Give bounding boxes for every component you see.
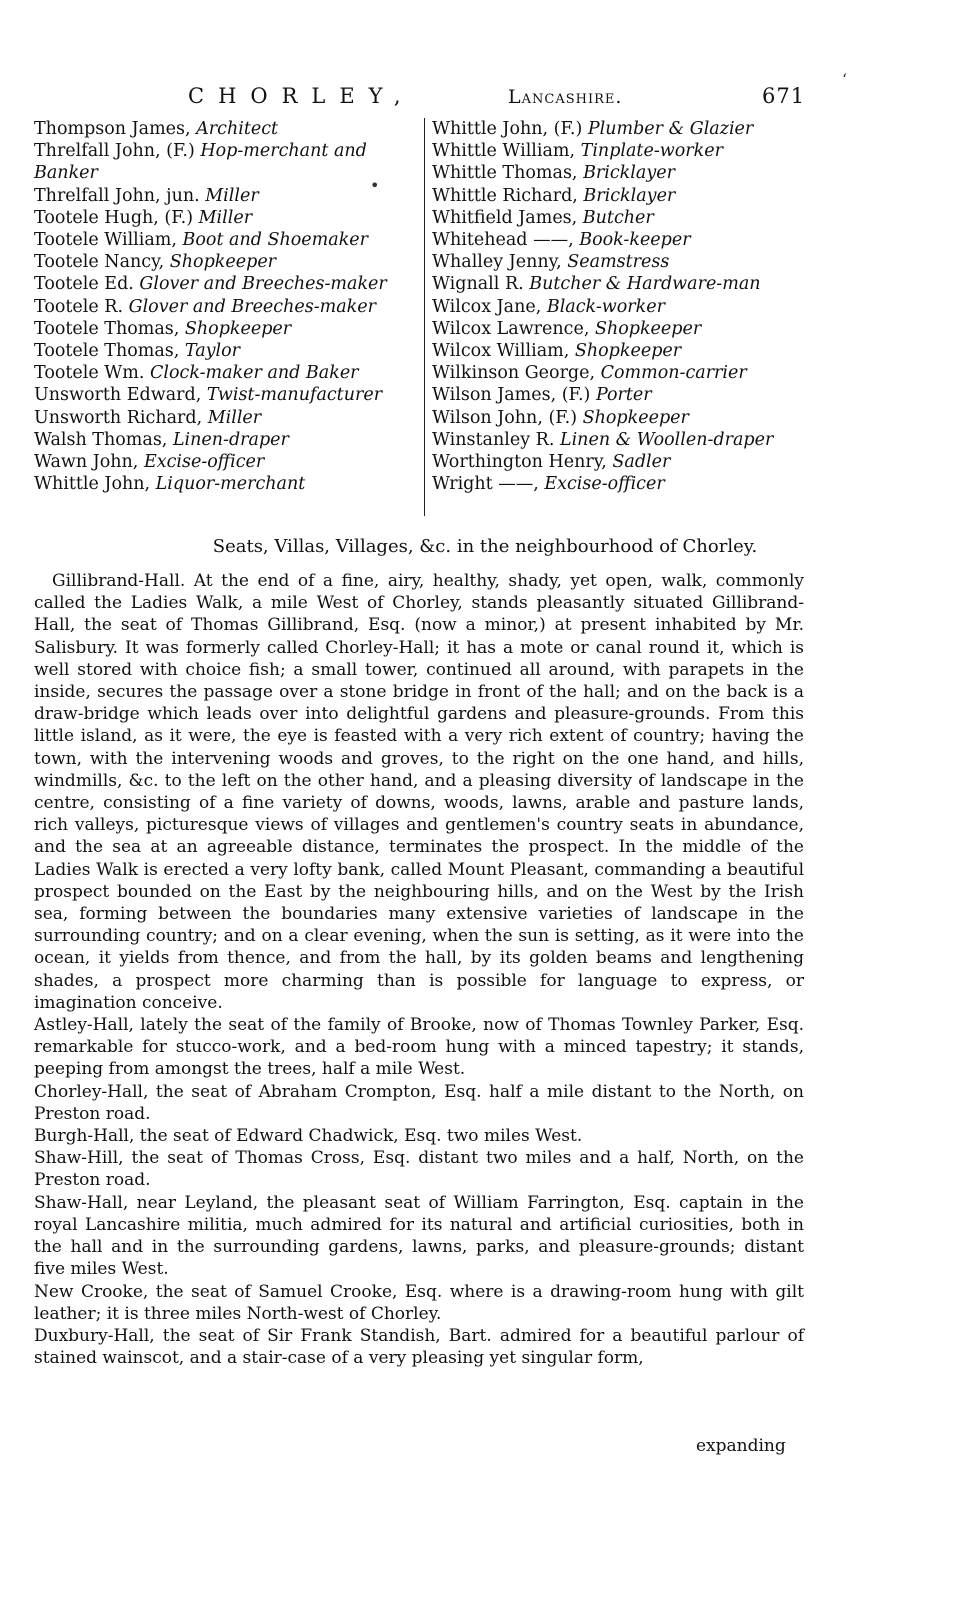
section-heading: Seats, Villas, Villages, &c. in the neighbourhood of Chorley.: [212, 536, 758, 557]
entry-name: Wilcox Lawrence,: [432, 318, 595, 339]
entry-trade: Shopkeeper: [574, 341, 682, 362]
entry-name: Thompson James,: [34, 119, 197, 139]
directory-entry: [34, 162, 419, 184]
directory-column-left: [34, 118, 419, 495]
entry-trade: Miller: [198, 207, 253, 228]
entry-name: Tootele Nancy,: [34, 252, 170, 273]
entry-trade: Architect: [196, 119, 279, 139]
entry-trade: Hop-merchant and: [200, 141, 367, 162]
directory-entry: [432, 384, 827, 406]
entry-name: Threlfall John, (F.): [34, 141, 201, 162]
entry-name: Tootele Wm.: [34, 363, 150, 384]
entry-trade: Seamstress: [567, 252, 670, 273]
column-divider: [424, 118, 425, 516]
entry-trade: Linen & Woollen-draper: [559, 429, 774, 450]
stray-mark: •: [370, 176, 380, 195]
entry-trade: Book-keeper: [579, 230, 691, 251]
entry-name: Wilcox William,: [432, 341, 575, 362]
entry-trade: Butcher: [582, 207, 654, 228]
page-number: 671: [762, 84, 806, 108]
entry-name: Winstanley R.: [432, 429, 560, 450]
directory-entry: [432, 296, 827, 318]
directory-entry: [432, 451, 827, 473]
entry-trade: Banker: [34, 163, 98, 184]
entry-name: Whittle John, (F.): [432, 119, 588, 139]
directory-entry: [34, 273, 419, 295]
directory-entry: [432, 340, 827, 362]
directory-entry: [34, 451, 419, 473]
entry-name: Tootele Hugh, (F.): [34, 207, 199, 228]
entry-name: Unsworth Edward,: [34, 385, 207, 406]
directory-entry: [432, 318, 827, 340]
seat-paragraph: Gillibrand-Hall. At the end of a fine, airy, healthy, shady, yet open, walk, commonly called the Ladies Walk, a mile West of Chorley, stands pleasantly situated Gillibrand-Hall, the seat of Thomas Gillibrand, Esq. (now a minor,) at present inhabited by Mr. Salisbury. It was formerly called Chorley-Hall; it has a mote or canal round it, which is well stored with choice fish; a small tower, continued all around, with parapets in the inside, secures the passage over a stone bridge in front of the hall; and on the back is a draw-bridge which leads over into delightful gardens and pleasure-grounds. From this little island, as it were, the eye is feasted with a very rich extent of country; having the town, with the intervening woods and groves, to the right on the one hand, and hills, windmills, &c. to the left on the other hand, and a pleasing diversity of landscape in the centre, consisting of a fine variety of downs, woods, lawns, arable and pasture lands, rich valleys, picturesque views of villages and gentlemen's country seats in abundance, and the sea at an agreeable distance, terminates the prospect. In the middle of the Ladies Walk is erected a very lofty bank, called Mount Pleasant, commanding a beautiful prospect bounded on the East by the neighbouring hills, and on the West by the Irish sea, forming between the boundaries many extensive varieties of landscape in the surrounding country; and on a clear evening, when the sun is setting, as it were into the ocean, it yields from thence, and from the hall, by its golden beams and lengthening shades, a prospect more charming than is possible for language to express, or imagination conceive.: [34, 571, 804, 1013]
entry-name: Worthington Henry,: [432, 452, 613, 473]
entry-trade: Shopkeeper: [594, 318, 702, 339]
entry-trade: Excise-officer: [143, 452, 265, 473]
directory-entry: [432, 273, 827, 295]
trade-directory: [34, 118, 824, 518]
seat-paragraph: Burgh-Hall, the seat of Edward Chadwick, Esq. two miles West.: [34, 1126, 583, 1147]
entry-name: Whittle Thomas,: [432, 163, 584, 184]
directory-entry: [432, 229, 827, 251]
entry-name: Whitfield James,: [432, 207, 583, 228]
directory-entry: [34, 340, 419, 362]
directory-entry: [34, 118, 419, 140]
entry-name: Wilcox Jane,: [432, 296, 547, 317]
directory-entry: [34, 185, 419, 207]
entry-name: Tootele William,: [34, 230, 183, 251]
entry-trade: Common-carrier: [600, 363, 747, 384]
directory-column-right: [432, 118, 827, 495]
directory-entry: [432, 429, 827, 451]
entry-trade: Bricklayer: [583, 163, 675, 184]
entry-trade: Linen-draper: [172, 429, 289, 450]
entry-trade: Twist-manufacturer: [206, 385, 383, 406]
directory-entry: [432, 362, 827, 384]
entry-trade: Butcher & Hardware-man: [529, 274, 761, 295]
directory-entry: [432, 473, 827, 495]
entry-name: Wilson James, (F.): [432, 385, 596, 406]
running-head-county: Lancashire.: [508, 86, 623, 108]
directory-entry: [432, 185, 827, 207]
body-text: [34, 570, 804, 1369]
entry-name: Whittle William,: [432, 141, 581, 162]
directory-entry: [432, 162, 827, 184]
entry-trade: Shopkeeper: [169, 252, 277, 273]
directory-entry: [34, 362, 419, 384]
directory-entry: [432, 118, 827, 140]
entry-trade: Boot and Shoemaker: [182, 230, 369, 251]
entry-trade: Liquor-merchant: [155, 474, 306, 495]
directory-entry: [432, 251, 827, 273]
entry-name: Threlfall John, jun.: [34, 185, 206, 206]
entry-trade: Miller: [205, 185, 259, 206]
entry-name: Whalley Jenny,: [432, 252, 568, 273]
entry-trade: Clock-maker and Baker: [150, 363, 359, 384]
directory-entry: [432, 207, 827, 229]
catchword: expanding: [696, 1436, 786, 1456]
entry-name: Wright ——,: [432, 474, 545, 495]
entry-name: Tootele R.: [34, 296, 129, 317]
entry-name: Walsh Thomas,: [34, 429, 173, 450]
entry-name: Wilkinson George,: [432, 363, 601, 384]
entry-trade: Shopkeeper: [184, 318, 292, 339]
entry-name: Wawn John,: [34, 452, 144, 473]
entry-trade: Miller: [207, 407, 262, 428]
stray-mark: ‘: [842, 70, 848, 89]
entry-trade: Glover and Breeches-maker: [139, 274, 387, 295]
entry-trade: Excise-officer: [544, 474, 665, 495]
directory-entry: [34, 207, 419, 229]
entry-trade: Glover and Breeches-maker: [128, 296, 376, 317]
entry-name: Whitehead ——,: [432, 230, 580, 251]
entry-name: Tootele Thomas,: [34, 318, 185, 339]
directory-entry: [34, 229, 419, 251]
seat-paragraph: Astley-Hall, lately the seat of the family of Brooke, now of Thomas Townley Parker, Esq. remarkable for stucco-work, and a bed-room hung with a minced tapestry; it stands, peeping from amongst the trees, half a mile West.: [34, 1015, 804, 1080]
directory-entry: [34, 251, 419, 273]
seat-paragraph: Duxbury-Hall, the seat of Sir Frank Standish, Bart. admired for a beautiful parlour of stained wainscot, and a stair-case of a very pleasing yet singular form,: [34, 1325, 804, 1369]
entry-trade: Black-worker: [546, 296, 665, 317]
entry-trade: Porter: [595, 385, 652, 406]
running-head: [188, 84, 828, 114]
entry-name: Whittle John,: [34, 474, 156, 495]
entry-trade: Shopkeeper: [582, 407, 689, 428]
entry-trade: Sadler: [612, 452, 671, 473]
entry-name: Tootele Thomas,: [34, 341, 185, 362]
entry-trade: Taylor: [184, 341, 241, 362]
entry-name: Whittle Richard,: [432, 185, 584, 206]
entry-trade: Plumber & Glazier: [587, 119, 754, 139]
seat-paragraph: Shaw-Hall, near Leyland, the pleasant seat of William Farrington, Esq. captain in the royal Lancashire militia, much admired for its natural and artificial curiosities, both in the hall and in the surrounding gardens, lawns, parks, and pleasure-grounds; distant five miles West.: [34, 1192, 804, 1280]
entry-name: Tootele Ed.: [34, 274, 140, 295]
directory-entry: [34, 384, 419, 406]
seat-paragraph: Shaw-Hill, the seat of Thomas Cross, Esq. distant two miles and a half, North, on the Preston road.: [34, 1148, 804, 1191]
running-head-town: CHORLEY,: [188, 84, 415, 108]
directory-entry: [432, 407, 827, 429]
entry-name: Unsworth Richard,: [34, 407, 208, 428]
seat-paragraph: New Crooke, the seat of Samuel Crooke, Esq. where is a drawing-room hung with gilt leather; it is three miles North-west of Chorley.: [34, 1281, 804, 1324]
directory-entry: [34, 429, 419, 451]
entry-name: Wignall R.: [432, 274, 530, 295]
directory-entry: [34, 140, 419, 162]
entry-trade: Tinplate-worker: [580, 141, 723, 162]
directory-entry: [34, 318, 419, 340]
seat-paragraph: Chorley-Hall, the seat of Abraham Crompton, Esq. half a mile distant to the North, on Preston road.: [34, 1081, 804, 1124]
entry-trade: Bricklayer: [583, 185, 676, 206]
entry-name: Wilson John, (F.): [432, 407, 583, 428]
directory-entry: [34, 473, 419, 495]
directory-entry: [34, 296, 419, 318]
directory-entry: [34, 407, 419, 429]
directory-entry: [432, 140, 827, 162]
